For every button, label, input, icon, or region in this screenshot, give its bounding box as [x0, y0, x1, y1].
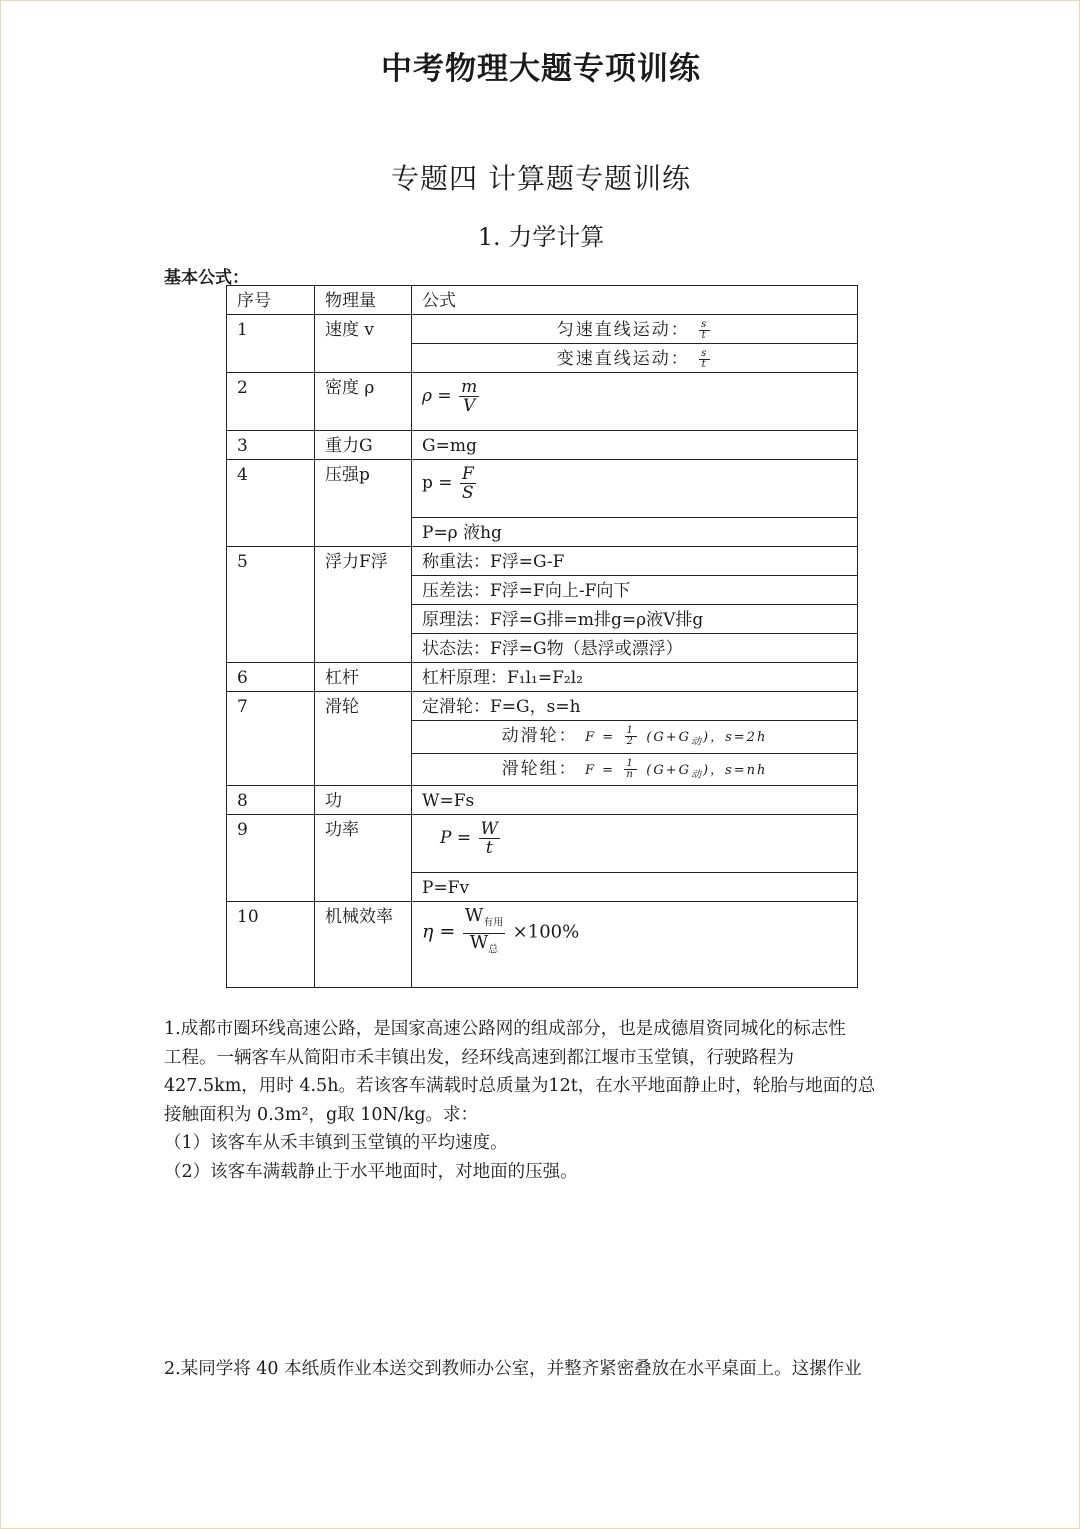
formula-text: 动滑轮： [501, 726, 578, 746]
row-num: 3 [227, 431, 315, 460]
table-row [227, 815, 858, 873]
problem-line: （2）该客车满载静止于水平地面时，对地面的压强。 [164, 1161, 578, 1182]
formula-fraction: $\frac{1}{n}$ [626, 757, 635, 780]
row-num: 2 [227, 373, 315, 431]
formula-cell: 称重法：F浮=G-F [412, 547, 858, 576]
page-title: 专题四 计算题专题训练 [391, 162, 691, 195]
formula-cell: 原理法：F浮=G排=m排g=ρ液V排g [412, 605, 858, 634]
row-qty: 压强p [315, 460, 412, 547]
formula-fraction: $\frac{W}{t}$ [480, 819, 498, 859]
formula-fraction: $\frac{F}{S}$ [461, 464, 474, 503]
row-num: 7 [227, 692, 315, 786]
table-row [227, 786, 858, 815]
problem-line: （1）该客车从禾丰镇到玉堂镇的平均速度。 [164, 1133, 508, 1153]
header-num: 序号 [227, 286, 315, 315]
formula-cell: 滑轮组： F = $\frac{1}{n}$ $(G+G_动)$，s=nh [412, 753, 858, 786]
row-qty: 密度 ρ [315, 373, 412, 431]
row-qty: 速度 v [315, 315, 412, 373]
problem-line: 1.成都市圈环线高速公路，是国家高速公路网的组成部分，也是成德眉资同城化的标志性 [164, 1019, 846, 1039]
formula-cell: P=ρ 液hg [412, 518, 858, 547]
problem-line: 427.5km，用时 4.5h。若该客车满载时总质量为12t，在水平地面静止时，轮胎与地面的总 [164, 1076, 876, 1096]
formula-cell: 压差法：F浮=F向上-F向下 [412, 576, 858, 605]
row-num: 8 [227, 786, 315, 815]
problem-line: 接触面积为 0.3m²，g取 10N/kg。求： [164, 1104, 479, 1125]
row-num: 4 [227, 460, 315, 547]
row-num: 5 [227, 547, 315, 663]
formula-text: 滑轮组： [501, 758, 578, 779]
formula-cell: η = $\frac{W_{有用}}{W_总}$ ×100% [412, 902, 858, 988]
row-qty: 杠杆 [315, 663, 412, 692]
document-header: 中考物理大题专项训练 [381, 51, 701, 87]
formula-cell: W=Fs [412, 786, 858, 815]
row-qty: 滑轮 [315, 692, 412, 786]
formula-cell: 状态法：F浮=G物（悬浮或漂浮） [412, 634, 858, 663]
problem-2 [164, 1355, 924, 1384]
row-num: 1 [227, 315, 315, 373]
problem-line: 2.某同学将 40 本纸质作业本送交到教师办公室，并整齐紧密叠放在水平桌面上。这摞作业 [164, 1359, 862, 1379]
problem-line: 工程。一辆客车从简阳市禾丰镇出发，经环线高速到都江堰市玉堂镇，行驶路程为 [164, 1047, 794, 1068]
problem-1 [164, 1015, 924, 1186]
table-row [227, 460, 858, 518]
row-num: 10 [227, 902, 315, 988]
formula-cell: ρ = $\frac{m}{V}$ [412, 373, 858, 431]
formula-fraction: $\frac{1}{2}$ [626, 725, 635, 747]
formula-fraction: $\frac{m}{V}$ [461, 377, 478, 416]
formula-cell [412, 315, 858, 344]
row-qty: 浮力F浮 [315, 547, 412, 663]
table-row [227, 902, 858, 988]
table-header-row [227, 286, 858, 315]
row-qty: 功 [315, 786, 412, 815]
formula-cell: G=mg [412, 431, 858, 460]
row-qty: 功率 [315, 815, 412, 902]
formula-fraction: $\frac{W_{有用}}{W_总}$ [464, 905, 504, 956]
table-row [227, 315, 858, 344]
formula-cell: P=Fv [412, 873, 858, 902]
row-qty: 机械效率 [315, 902, 412, 988]
formula-cell: 定滑轮：F=G，s=h [412, 692, 858, 721]
formula-fraction: $\frac{s}{t}$ [701, 319, 709, 341]
formula-cell: 杠杆原理：F₁l₁=F₂l₂ [412, 663, 858, 692]
row-num: 6 [227, 663, 315, 692]
formula-text: 匀速直线运动： [556, 320, 690, 340]
table-row [227, 692, 858, 721]
table-row [227, 663, 858, 692]
formula-cell: p = $\frac{F}{S}$ [412, 460, 858, 518]
table-row [227, 431, 858, 460]
table-row [227, 373, 858, 431]
table-row [227, 547, 858, 576]
row-qty: 重力G [315, 431, 412, 460]
row-num: 9 [227, 815, 315, 902]
header-formula: 公式 [412, 286, 858, 315]
formula-fraction: $\frac{s}{t}$ [701, 348, 709, 370]
formula-table [226, 285, 858, 988]
formula-cell: 动滑轮： F = $\frac{1}{2}$ $(G+G_动)$，s=2h [412, 721, 858, 754]
header-qty: 物理量 [315, 286, 412, 315]
formula-cell [412, 344, 858, 373]
formula-text: 变速直线运动： [556, 349, 690, 369]
formula-label: 基本公式： [164, 268, 249, 288]
formula-cell: P = $\frac{W}{t}$ [412, 815, 858, 873]
section-subtitle: 1. 力学计算 [477, 223, 605, 251]
